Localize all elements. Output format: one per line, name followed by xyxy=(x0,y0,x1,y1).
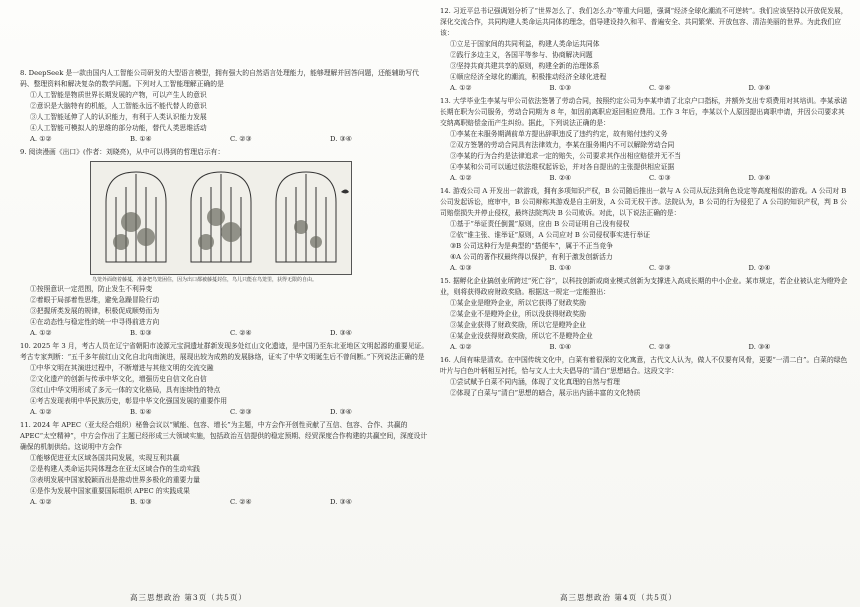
question-16-stem: 16. 人间有味是清欢。在中国传统文化中，白菜有着很深的文化寓意，古代文人认为，做人不仅要有风骨，更要“一清二白”。白菜的绿色叶片与白色叶柄相互衬托，恰与文人士大夫倡导的“清白”思想暗合。这段文字： xyxy=(440,356,848,375)
question-15-item-2: ②某企业不是瞪羚企业，所以没获得财政奖励 xyxy=(450,310,586,318)
question-10-choices xyxy=(20,407,430,418)
choice-c: C. ②③ xyxy=(649,264,671,272)
choice-d: D. ③④ xyxy=(330,329,352,337)
question-14-choices xyxy=(440,263,848,274)
question-12-stem: 12. 习近平总书记强调划分析了“世界怎么了、我们怎么办”等重大问题，强调“经济全球化潮流不可逆转”。我们应该坚持以开放促发展，深化交流合作，共同构建人类命运共同体的理念，倡导建设持久和平、普遍安全、共同繁荣、开放包容、清洁美丽的世界。为此我们应该： xyxy=(440,7,848,37)
question-9-item-4: ④在动态性与稳定性的统一中寻得前进方向 xyxy=(30,318,160,326)
cartoon-caption: 鸟笼外面绕着藤蔓，准备把鸟笼困住，因为出口都被藤蔓封住，鸟儿只能在鸟笼里，获得无限的自由。 xyxy=(92,277,318,283)
question-12-item-4: ④顺应经济全球化的潮流，积极推动经济全球化进程 xyxy=(450,73,607,81)
choice-a: A. ①③ xyxy=(450,264,472,272)
choice-c: C. ②④ xyxy=(230,329,252,337)
right-column xyxy=(440,6,848,401)
question-8-item-3: ③人工智能延伸了人的认识能力，有利于人类认识能力发展 xyxy=(30,113,207,121)
question-10-item-1: ①中华文明在其演进过程中，不断增进与其他文明的交流交融 xyxy=(30,364,214,372)
choice-b: B. ①④ xyxy=(130,135,152,143)
page-footer-left: 高三思想政治 第3页（共5页） xyxy=(130,593,247,602)
choice-d: D. ③④ xyxy=(748,174,771,182)
question-8-item-4: ④人工智能可模拟人的思维的部分功能，替代人类思维活动 xyxy=(30,124,207,132)
choice-c: C. ①③ xyxy=(649,174,671,182)
question-11-item-3: ③表明发展中国家脱颖而出是推动世界多极化的重要力量 xyxy=(30,476,200,484)
question-13-item-1: ①李某在未服务期满前单方提出辞职违反了违约约定，故有赔付违约义务 xyxy=(450,130,668,138)
choice-a: A. ①② xyxy=(450,343,472,351)
question-11 xyxy=(20,420,430,508)
choice-c: C. ②④ xyxy=(230,498,252,506)
choice-b: B. ①④ xyxy=(549,264,572,272)
choice-b: B. ②④ xyxy=(549,174,572,182)
left-column xyxy=(20,6,430,510)
question-15-item-4: ④某企业没获得财政奖励，所以它不是瞪羚企业 xyxy=(450,332,593,340)
choice-b: B. ①③ xyxy=(549,84,572,92)
question-11-item-2: ②是构建人类命运共同体理念在亚太区域合作的生动实践 xyxy=(30,465,200,473)
choice-a: A. ①② xyxy=(30,329,52,337)
choice-d: D. ②④ xyxy=(748,264,771,272)
question-12-item-1: ①立足于国家间的共同利益，构建人类命运共同体 xyxy=(450,40,600,48)
choice-d: D. ③④ xyxy=(330,408,352,416)
question-9 xyxy=(20,147,430,339)
question-11-stem: 11. 2024 年 APEC（亚太经合组织）秘鲁会议以“赋能、包容、增长”为主题，中方会作开创性贡献了互信、包容、合作、共赢的 APEC“太空精神”，中方会作出了主题已经形成三大领域实施，包括政治互信提供的稳定预期、经贸深度合作构建的共赢空间，深度设计确保的机制供给。这说明中方会作 xyxy=(20,421,428,451)
choice-c: C. ②③ xyxy=(230,135,252,143)
question-14 xyxy=(440,186,848,274)
choice-d: D. ③④ xyxy=(330,498,352,506)
choice-c: C. ②③ xyxy=(230,408,252,416)
choice-a: A. ①② xyxy=(450,84,472,92)
question-16 xyxy=(440,355,848,399)
question-9-item-1: ①按照意识一定范围，防止发生不利异变 xyxy=(30,285,153,293)
choice-d: D. ③④ xyxy=(748,343,771,351)
question-13-item-2: ②双方签署的劳动合同具有法律效力，李某在服务期内不可以解除劳动合同 xyxy=(450,141,675,149)
choice-d: D. ③④ xyxy=(748,84,771,92)
choice-b: B. ①④ xyxy=(130,408,152,416)
question-11-choices xyxy=(20,497,430,508)
question-13-choices xyxy=(440,173,848,184)
question-15-item-3: ③某企业获得了财政奖励，所以它是瞪羚企业 xyxy=(450,321,586,329)
question-13-item-4: ④李某和公司可以通过依法维权起诉讼，并对各自提出的主张提供相应证据 xyxy=(450,163,675,171)
question-12 xyxy=(440,6,848,94)
question-14-item-2: ②依“谁主张、谁举证”原则，A 公司应对 B 公司侵权事实进行举证 xyxy=(450,231,651,239)
choice-a: A. ①② xyxy=(30,498,52,506)
question-10-item-3: ③红山中华文明形成了多元一体的文化格局，具有连续性的特点 xyxy=(30,386,221,394)
question-12-choices xyxy=(440,83,848,94)
question-15 xyxy=(440,276,848,353)
choice-c: C. ②④ xyxy=(649,84,671,92)
question-11-item-4: ④是作为发展中国家重要国际组织 APEC 的实践成果 xyxy=(30,487,190,495)
question-12-item-3: ③坚持共商共建共享的原则，构建全新的治理体系 xyxy=(450,62,600,70)
question-13-stem: 13. 大学毕业生李某与甲公司依法签署了劳动合同，按照约定公司为李某申请了北京户口指标，并额外支出专项费用对其培训。李某承诺长期在职为公司服务，劳动合同期为 8 年，如因前离职应返回相应费用。工作 3 年后，李某以个人原因提出离职申请，并因公司要求其交纳离职赔偿金而产生纠纷。据此，下列说法正确的是： xyxy=(440,97,848,127)
question-16-item-2: ②体现了白菜与“清白”思想的暗合，展示出内涵丰富的文化特质 xyxy=(450,389,641,397)
question-12-item-2: ②践行多边主义，各国平等参与、协商解决问题 xyxy=(450,51,593,59)
question-9-stem: 9. 阅读漫画《出口》(作者：刘晓亮)，从中可以得到的哲理启示有： xyxy=(20,148,225,156)
question-14-item-4: ④A 公司的著作权最终得以保护，有利于激发创新活力 xyxy=(450,253,613,261)
question-10-stem: 10. 2025 年 3 月，考古人员在辽宁省朝阳市凌源元宝洞遗址群新发现多处红山文化遗迹，是中国乃至东北亚地区文明起源的重要见证。考古专家判断：“五千多年前红山文化自北向南演进，展现出较为成熟的发展脉络，证实了中华文明诞生后不曾间断。”下列说法正确的是 xyxy=(20,342,429,361)
question-15-choices xyxy=(440,342,848,353)
birdcage-illustration xyxy=(91,162,351,274)
question-14-item-1: ①基于“举证责任倒置”原则，应由 B 公司证明自己没有侵权 xyxy=(450,220,630,228)
choice-a: A. ①② xyxy=(450,174,472,182)
question-10-item-2: ②文化遗产的创新与传承中华文化，增强历史自信文化自信 xyxy=(30,375,207,383)
question-13-item-3: ③李某的行为合约是法律追求一定的赔失，公司要求其作出相应赔偿并无不当 xyxy=(450,152,682,160)
question-14-stem: 14. 游戏公司 A 开发出一款游戏，拥有多项知识产权，B 公司随后推出一款与 A 公司从玩法到角色设定等高度相似的游戏。A 公司对 B 公司发起诉讼，庭审中，B 公司辩称其游戏是自主研发，A 公司无权干涉。法院认为，B 公司的行为侵犯了 A 公司的知识产权，判 B 公司赔偿损失并停止侵权，最终法院判决 B 公司败诉。对此，以下说法正确的是： xyxy=(440,187,847,217)
question-9-item-3: ③把握所类发展的规律，积极促成顺势而为 xyxy=(30,307,160,315)
choice-a: A. ①② xyxy=(30,135,52,143)
question-13 xyxy=(440,96,848,184)
question-9-choices xyxy=(20,328,430,339)
question-15-item-1: ①某企业是瞪羚企业，所以它获得了财政奖励 xyxy=(450,299,586,307)
question-8 xyxy=(20,68,430,145)
question-8-stem: 8. DeepSeek 是一款由国内人工智能公司研发的大型语言模型，拥有强大的自然语言处理能力，能够理解并回答问题，还能辅助写代码、整理资料和解决复杂的数学问题。下列对人工智能理解正确的是 xyxy=(20,69,419,88)
question-10-item-4: ④考古发现表明中华民族历史，彰显中华文化强国发展的重要作用 xyxy=(30,397,228,405)
question-14-item-3: ③B 公司这种行为是典型的“搭便车”，属于不正当竞争 xyxy=(450,242,613,250)
question-15-stem: 15. 据孵化企业搞创业所跨过“死亡谷”，以科技创新或商业模式创新为支撑进入高成长期的中小企业。某市规定，若企业被认定为瞪羚企业，则将获得政府财政奖励。根据这一规定一定能推出： xyxy=(440,277,848,296)
question-9-item-2: ②着眼于局部着性思维，避免急躁冒险行动 xyxy=(30,296,160,304)
question-8-choices xyxy=(20,134,430,145)
choice-b: B. ①④ xyxy=(549,343,572,351)
question-10 xyxy=(20,341,430,418)
question-11-item-1: ①能够促进亚太区域各国共同发展，实现互利共赢 xyxy=(30,454,180,462)
choice-b: B. ①③ xyxy=(130,329,152,337)
choice-d: D. ③④ xyxy=(330,135,352,143)
choice-c: C. ②③ xyxy=(649,343,671,351)
cartoon-birdcages xyxy=(90,161,352,275)
question-16-item-1: ①尝试赋予白菜不同内涵，体现了文化真理的自然与哲理 xyxy=(450,378,620,386)
question-8-item-1: ①人工智能是物质世界长期发展的产物，可以产生人的意识 xyxy=(30,91,207,99)
choice-b: B. ①③ xyxy=(130,498,152,506)
page-footer-right: 高三思想政治 第4页（共5页） xyxy=(560,593,677,602)
choice-a: A. ①② xyxy=(30,408,52,416)
question-8-item-2: ②意识是大脑特有的机能，人工智能永远不能代替人的意识 xyxy=(30,102,207,110)
